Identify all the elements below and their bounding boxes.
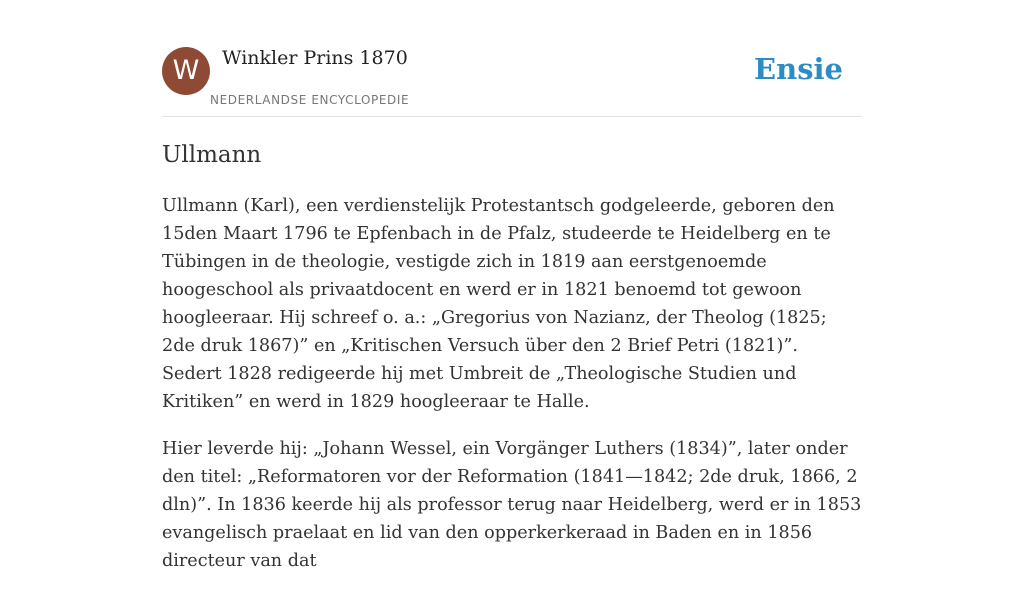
entry-body [162,192,862,594]
source-title[interactable]: Winkler Prins 1870 [222,47,408,69]
entry-paragraph: Hier leverde hij: „Johann Wessel, ein Vorgänger Luthers (1834)”, later onder den titel: „Reformatoren vor der Reformation (1841—1842; 2de druk, 1866, 2 dln)”. In 1836 keerde hij als professor terug naar Heidelberg, werd er in 1853 evangelisch praelaat en lid van den opperkerkeraad in Baden en in 1856 directeur van dat [162,439,862,571]
source-subtitle: NEDERLANDSE ENCYCLOPEDIE [210,93,410,107]
ensie-logo-link[interactable]: Ensie [754,52,843,86]
entry-paragraph: Ullmann (Karl), een verdienstelijk Protestantsch godgeleerde, geboren den 15den Maart 1796 te Epfenbach in de Pfalz, studeerde te Heidelberg en te Tübingen in de theologie, vestigde zich in 1819 aan eerstgenoemde hoogeschool als privaatdocent en werd er in 1821 benoemd tot gewoon hoogleeraar. Hij schreef o. a.: „Gregorius von Nazianz, der Theolog (1825; 2de druk 1867)” en „Kritischen Versuch über den 2 Brief Petri (1821)”. Sedert 1828 redigeerde hij met Umbreit de „Theologische Studien und Kritiken” en werd in 1829 hoogleeraar te Halle. [162,196,835,412]
entry-title: Ullmann [162,142,262,168]
header [162,46,862,117]
source-avatar[interactable]: W [162,47,210,95]
